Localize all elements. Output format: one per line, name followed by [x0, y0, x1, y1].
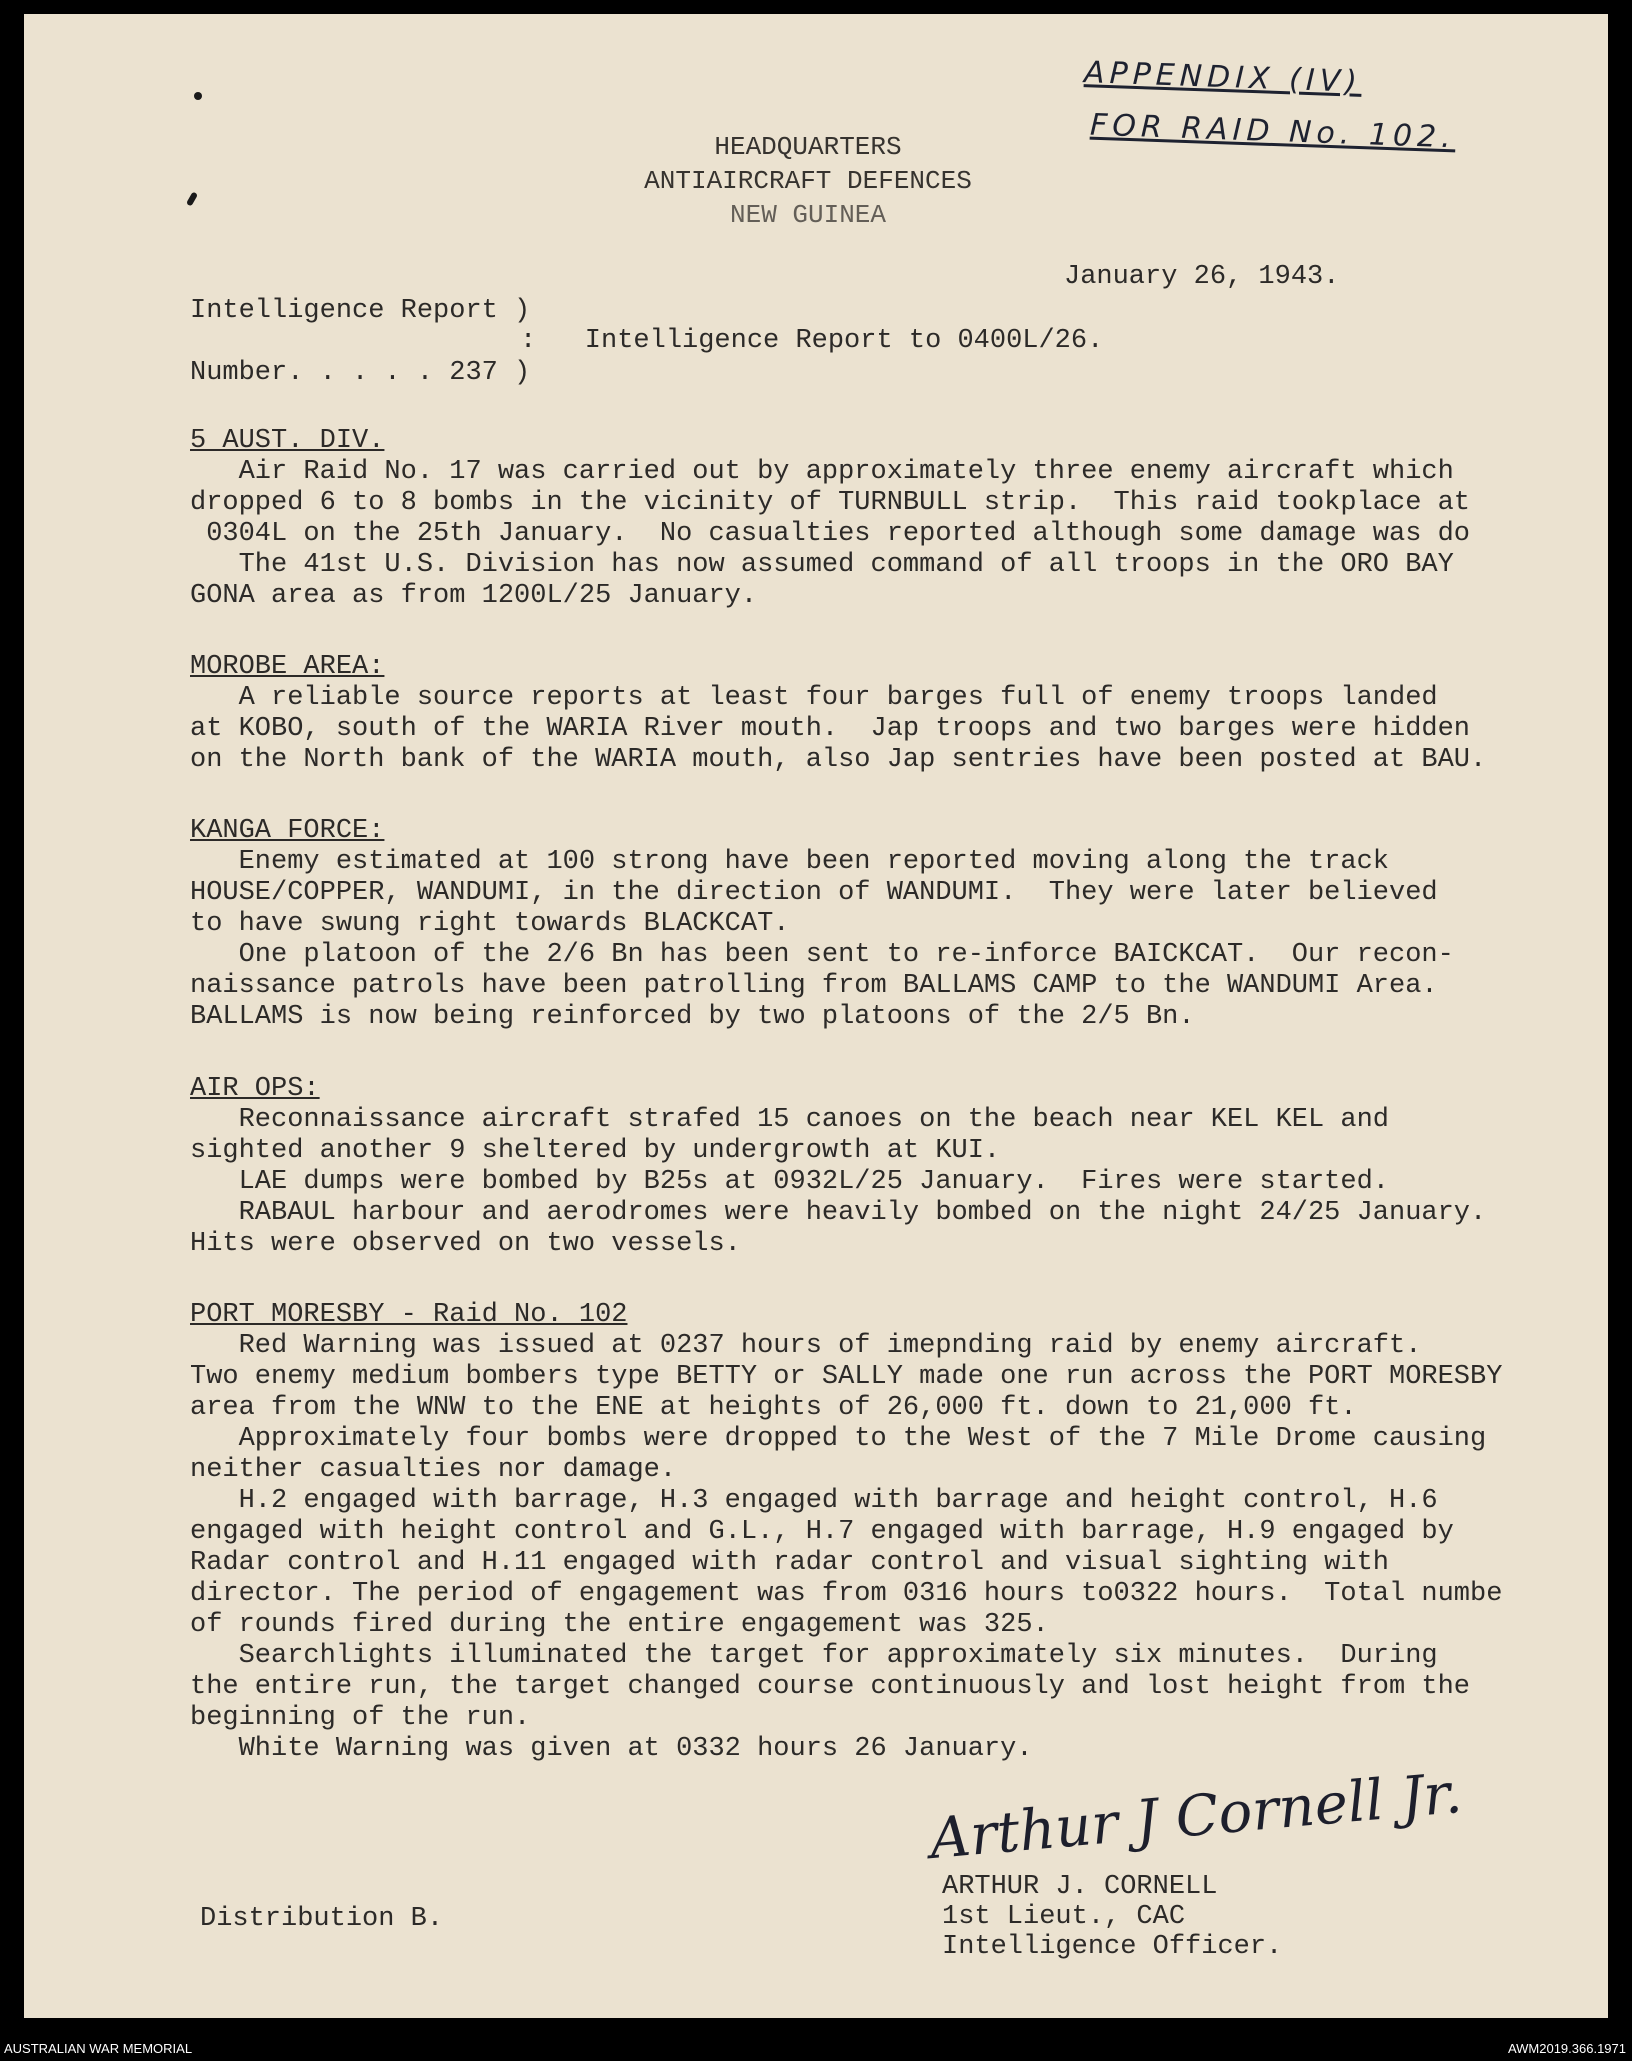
section-heading-kanga-force: KANGA FORCE: [190, 816, 385, 846]
text-line: Air Raid No. 17 was carried out by approximately three enemy aircraft which [190, 457, 1454, 487]
text-line: LAE dumps were bombed by B25s at 0932L/25 January. Fires were started. [190, 1167, 1389, 1197]
text-line: 0304L on the 25th January. No casualties reported although some damage was do [190, 519, 1471, 549]
text-line: at KOBO, south of the WARIA River mouth. Jap troops and two barges were hidden [190, 714, 1471, 744]
text-line: H.2 engaged with barrage, H.3 engaged with barrage and height control, H.6 [190, 1486, 1438, 1516]
text-line: Enemy estimated at 100 strong have been reported moving along the track [190, 847, 1389, 877]
footer-accession-id: AWM2019.366.1971 [1507, 2041, 1626, 2056]
text-line: engaged with height control and G.L., H.7 engaged with barrage, H.9 engaged by [190, 1517, 1454, 1547]
header-line-1: HEADQUARTERS [714, 132, 902, 162]
section-heading-morobe-area: MOROBE AREA: [190, 652, 385, 682]
text-line: A reliable source reports at least four barges full of enemy troops landed [190, 683, 1438, 713]
handwritten-signature: Arthur J Cornell Jr. [927, 1760, 1465, 1873]
report-date: January 26, 1943. [1064, 262, 1340, 292]
header-line-3: NEW GUINEA [729, 200, 887, 230]
text-line: area from the WNW to the ENE at heights of 26,000 ft. down to 21,000 ft. [190, 1393, 1357, 1423]
text-line: on the North bank of the WARIA mouth, also Jap sentries have been posted at BAU. [190, 745, 1487, 775]
text-line: Red Warning was issued at 0237 hours of imepnding raid by enemy aircraft. [190, 1331, 1422, 1361]
punch-mark-dot [194, 92, 202, 100]
report-label: Intelligence Report ) [190, 296, 531, 326]
report-subject: : Intelligence Report to 0400L/26. [520, 326, 1104, 356]
text-line: HOUSE/COPPER, WANDUMI, in the direction of WANDUMI. They were later believed [190, 878, 1438, 908]
section-heading-air-ops: AIR OPS: [190, 1074, 320, 1104]
text-line: The 41st U.S. Division has now assumed command of all troops in the ORO BAY [190, 550, 1454, 580]
text-line: GONA area as from 1200L/25 January. [190, 581, 758, 611]
signatory-name: ARTHUR J. CORNELL [942, 1872, 1218, 1902]
text-line: One platoon of the 2/6 Bn has been sent to re-inforce BAICKCAT. Our recon- [190, 940, 1454, 970]
report-number: Number. . . . . 237 ) [190, 358, 531, 388]
document-page [24, 14, 1608, 2018]
text-line: dropped 6 to 8 bombs in the vicinity of TURNBULL strip. This raid tookplace at [190, 488, 1471, 518]
text-line: Reconnaissance aircraft strafed 15 canoes on the beach near KEL KEL and [190, 1105, 1389, 1135]
signatory-rank: 1st Lieut., CAC [942, 1902, 1186, 1932]
section-heading-5-aust-div: 5 AUST. DIV. [190, 426, 385, 456]
text-line: director. The period of engagement was from 0316 hours to0322 hours. Total numbe [190, 1579, 1503, 1609]
section-heading-port-moresby: PORT MORESBY - Raid No. 102 [190, 1300, 628, 1330]
archive-footer [0, 2036, 1632, 2061]
header-line-2: ANTIAIRCRAFT DEFENCES [644, 166, 972, 196]
text-line: Hits were observed on two vessels. [190, 1229, 741, 1259]
text-line: Searchlights illuminated the target for approximately six minutes. During [190, 1641, 1438, 1671]
text-line: Approximately four bombs were dropped to the West of the 7 Mile Drome causing [190, 1424, 1487, 1454]
text-line: sighted another 9 sheltered by undergrowth at KUI. [190, 1136, 1001, 1166]
text-line: beginning of the run. [190, 1703, 531, 1733]
text-line: Two enemy medium bombers type BETTY or SALLY made one run across the PORT MORESBY [190, 1362, 1503, 1392]
text-line: RABAUL harbour and aerodromes were heavily bombed on the night 24/25 January. [190, 1198, 1487, 1228]
footer-institution: AUSTRALIAN WAR MEMORIAL [4, 2041, 193, 2056]
text-line: Radar control and H.11 engaged with radar control and visual sighting with [190, 1548, 1389, 1578]
distribution-note: Distribution B. [200, 1904, 444, 1934]
text-line: of rounds fired during the entire engagement was 325. [190, 1610, 1049, 1640]
handwritten-raid-label: FOR RAID No. 102. [1089, 107, 1457, 156]
signatory-title: Intelligence Officer. [942, 1932, 1283, 1962]
text-line: White Warning was given at 0332 hours 26 January. [190, 1734, 1033, 1764]
text-line: BALLAMS is now being reinforced by two platoons of the 2/5 Bn. [190, 1002, 1195, 1032]
text-line: neither casualties nor damage. [190, 1455, 677, 1485]
text-line: to have swung right towards BLACKCAT. [190, 909, 790, 939]
text-line: the entire run, the target changed course continuously and lost height from the [190, 1672, 1471, 1702]
text-line: naissance patrols have been patrolling from BALLAMS CAMP to the WANDUMI Area. [190, 971, 1438, 1001]
handwritten-appendix-label: APPENDIX (IV) [1083, 55, 1363, 100]
